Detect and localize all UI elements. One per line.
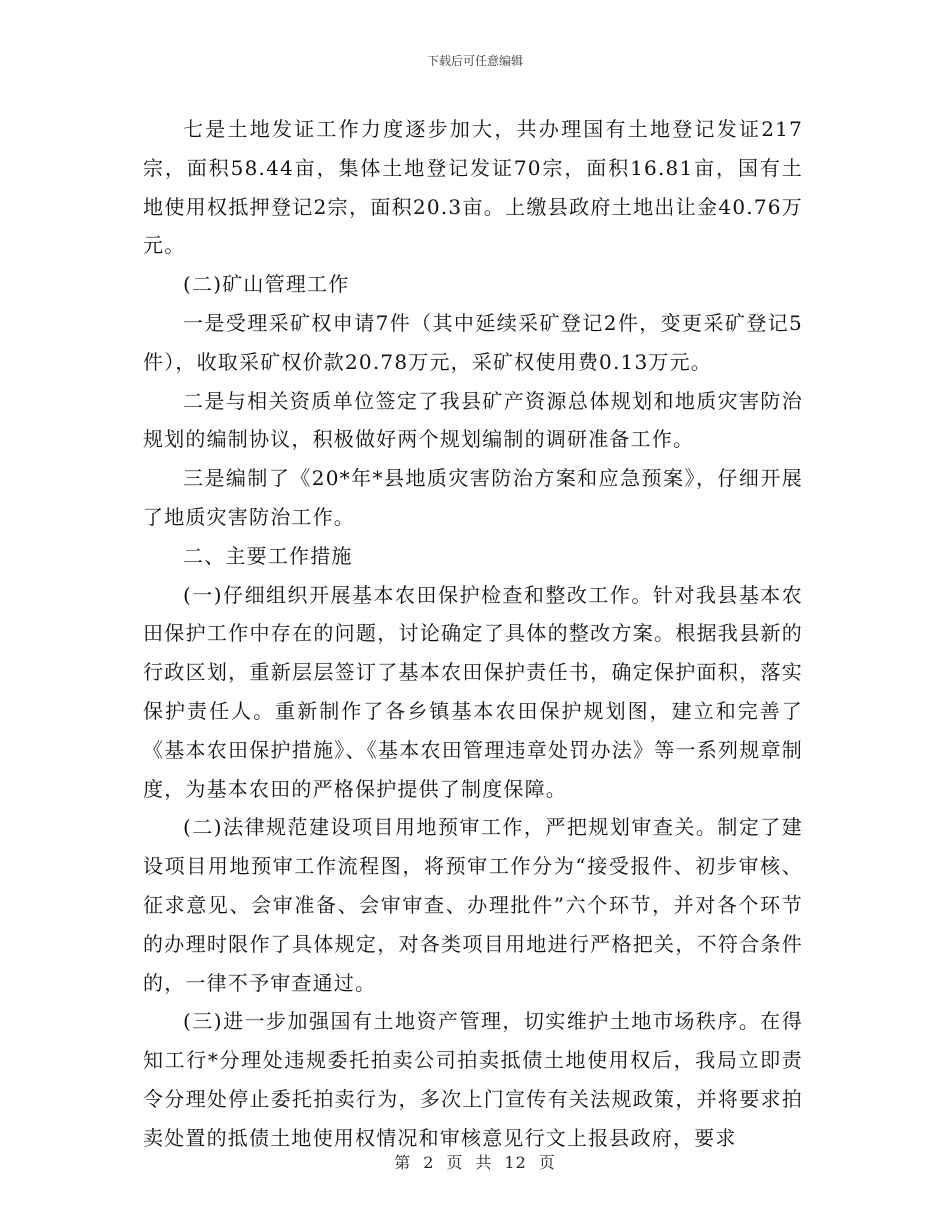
total-label: 共 bbox=[475, 1153, 493, 1172]
section-heading-measures: 二、主要工作措施 bbox=[183, 543, 353, 568]
paragraph-mining-rights: 一是受理采矿权申请7件（其中延续采矿登记2件，变更采矿登记5件），收取采矿权价款20.78万元，采矿权使用费0.13万元。 bbox=[143, 310, 803, 374]
section-heading-mining: (二)矿山管理工作 bbox=[183, 272, 350, 297]
header-note: 下载后可任意编辑 bbox=[426, 54, 523, 68]
paragraph-land-preaudit: (二)法律规范建设项目用地预审工作，严把规划审查关。制定了建设项目用地预审工作流程图，将预审工作分为“接受报件、初步审核、征求意见、会审准备、会审审查、办理批件”六个环节，并对各个环节的办理时限作了具体规定，对各类项目用地进行严格把关，不符合条件的，一律不予审查通过。 bbox=[143, 815, 803, 995]
total-word: 页 bbox=[538, 1153, 556, 1172]
document-body bbox=[143, 110, 803, 1158]
paragraph-land-certification: 七是土地发证工作力度逐步加大，共办理国有土地登记发证217宗，面积58.44亩，集体土地登记发证70宗，面积16.81亩，国有土地使用权抵押登记2宗，面积20.3亩。上缴县政府土地出让金40.76万元。 bbox=[143, 117, 803, 258]
paragraph-planning-agreement: 二是与相关资质单位签定了我县矿产资源总体规划和地质灾害防治规划的编制协议，积极做好两个规划编制的调研准备工作。 bbox=[143, 388, 803, 452]
paragraph-disaster-plan: 三是编制了《20*年*县地质灾害防治方案和应急预案》，仔细开展了地质灾害防治工作。 bbox=[143, 466, 803, 529]
page-label: 第 bbox=[394, 1153, 412, 1172]
page-word: 页 bbox=[446, 1153, 464, 1172]
paragraph-farmland-protection: (一)仔细组织开展基本农田保护检查和整改工作。针对我县基本农田保护工作中存在的问题，讨论确定了具体的整改方案。根据我县新的行政区划，重新层层签订了基本农田保护责任书，确定保护面积，落实保护责任人。重新制作了各乡镇基本农田保护规划图，建立和完善了《基本农田保护措施》、《基本农田管理违章处罚办法》等一系列规章制度，为基本农田的严格保护提供了制度保障。 bbox=[143, 582, 803, 801]
page-footer bbox=[0, 1150, 950, 1173]
paragraph-state-land-assets: (三)进一步加强国有土地资产管理，切实维护土地市场秩序。在得知工行*分理处违规委托拍卖公司拍卖抵债土地使用权后，我局立即责令分理处停止委托拍卖行为，多次上门宣传有关法规政策，并将要求拍卖处置的抵债土地使用权情况和审核意见行文上报县政府，要求 bbox=[143, 1009, 803, 1150]
page-number: 2 bbox=[423, 1153, 435, 1172]
total-pages: 12 bbox=[504, 1153, 527, 1172]
